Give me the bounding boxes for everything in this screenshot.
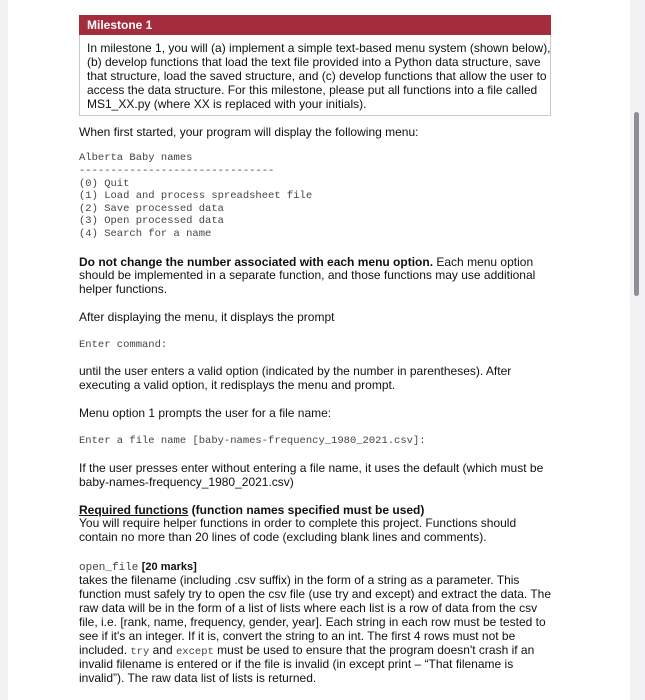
open-file-text-segment: and	[149, 643, 176, 657]
milestone-text-line: (b) develop functions that load the text file provided into a Python data structure, save	[87, 55, 541, 69]
until-text-line: executing a valid option, it redisplays the menu and prompt.	[79, 378, 396, 392]
menu-option: (1) Load and process spreadsheet file	[79, 190, 313, 202]
milestone-text-line: MS1_XX.py (where XX is replaced with your initials).	[87, 97, 367, 111]
open-file-text-line: takes the filename (including .csv suffix) in the form of a string as a parameter. This	[79, 573, 520, 587]
menu-option: (0) Quit	[79, 178, 130, 190]
open-file-text-line: function must safely try to open the csv file (use try and except) and extract the data. The	[79, 587, 552, 601]
menu-option: (3) Open processed data	[79, 215, 224, 227]
menu-option: (2) Save processed data	[79, 203, 224, 215]
open-file-text-segment: must be used to ensure that the program doesn't crash if an	[213, 643, 535, 657]
menu-divider: -------------------------------	[79, 165, 275, 177]
required-text-line: You will require helper functions in order to complete this project. Functions should	[79, 516, 517, 530]
open-file-function-name: open_file	[79, 562, 139, 574]
after-menu-text: After displaying the menu, it displays the prompt	[79, 310, 335, 324]
open-file-marks: [20 marks]	[141, 561, 197, 573]
required-text-line: contain no more than 20 lines of code (excluding blank lines and comments).	[79, 530, 487, 544]
until-text-line: until the user enters a valid option (indicated by the number in parentheses). After	[79, 364, 512, 378]
required-heading-underlined: Required functions	[79, 503, 189, 517]
required-heading	[79, 503, 424, 517]
menu-title: Alberta Baby names	[79, 152, 193, 164]
do-not-change-line	[79, 255, 533, 269]
vertical-scrollbar[interactable]	[634, 112, 639, 296]
open-file-text-segment: included.	[79, 643, 131, 657]
open-file-text-line: raw data will be in the form of a list of lists where each list is a row of data from the csv	[79, 601, 538, 615]
open-file-text-line: see if it's an integer. If it is, convert the string to an int. The first 4 rows must not be	[79, 629, 516, 643]
milestone-text-line: In milestone 1, you will (a) implement a simple text-based menu system (shown below),	[87, 41, 551, 55]
milestone-title: Milestone 1	[87, 18, 153, 32]
except-keyword: except	[175, 646, 214, 658]
open-file-text-line: invalid”). The raw data list of lists is returned.	[79, 671, 317, 685]
default-note-line: baby-names-frequency_1980_2021.csv)	[79, 475, 294, 489]
command-prompt: Enter command:	[79, 339, 168, 351]
do-not-change-line: helper functions.	[79, 282, 168, 296]
intro-text: When first started, your program will display the following menu:	[79, 125, 419, 139]
default-note-line: If the user presses enter without entering a file name, it uses the default (which must be	[79, 461, 544, 475]
menu-option: (4) Search for a name	[79, 228, 212, 240]
try-keyword: try	[130, 646, 150, 658]
milestone-banner	[79, 15, 551, 35]
option1-text: Menu option 1 prompts the user for a file name:	[79, 406, 332, 420]
milestone-text-line: access the data structure. For this milestone, please put all functions into a file called	[87, 83, 538, 97]
required-heading-rest: (function names specified must be used)	[188, 503, 425, 517]
do-not-change-line: should be implemented in a separate function, and those functions may use additional	[79, 268, 536, 282]
open-file-text-line: file, i.e. [rank, name, frequency, gender, year]. Each string in each row must be tested to	[79, 615, 546, 629]
file-name-prompt: Enter a file name [baby-names-frequency_1980_2021.csv]:	[79, 435, 426, 447]
milestone-text-line: that structure, load the saved structure, and (c) develop functions that allow the user to	[87, 69, 547, 83]
do-not-change-bold: Do not change the number associated with each menu option.	[79, 255, 434, 269]
do-not-change-rest: Each menu option	[433, 255, 534, 269]
open-file-text-line: invalid filename is entered or if the file is invalid (in except print – “That filename is	[79, 657, 514, 671]
